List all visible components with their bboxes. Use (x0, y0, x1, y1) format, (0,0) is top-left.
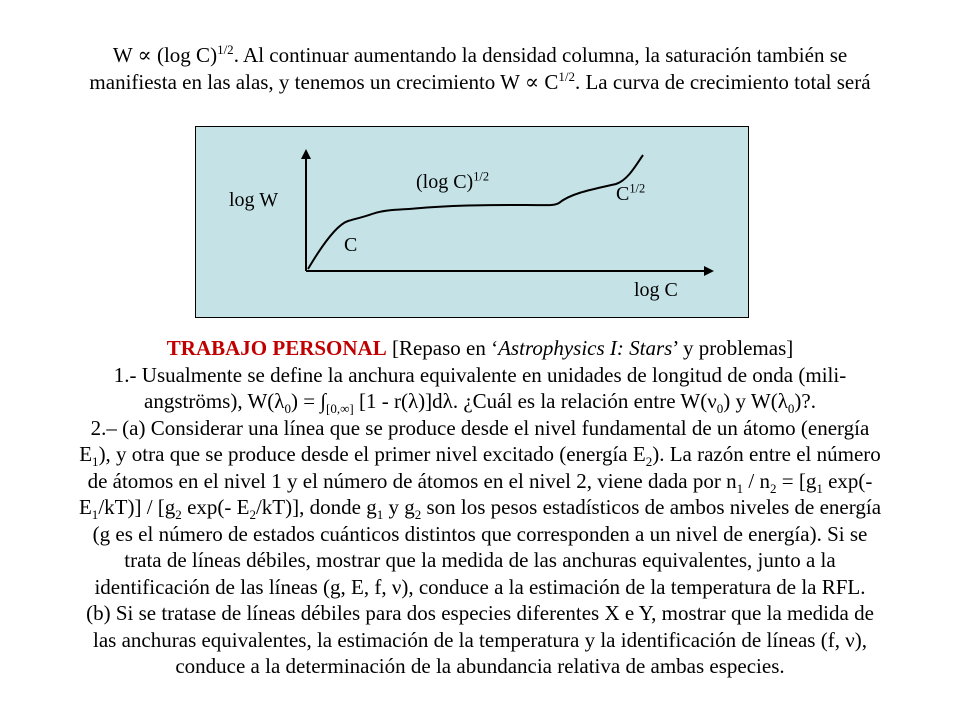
problem-2-line-3 (0, 468, 960, 495)
damping-regime-label (616, 183, 645, 206)
section-heading (0, 335, 960, 362)
problem-1-line-2 (0, 388, 960, 415)
exponent: 1/2 (629, 181, 646, 196)
subscript: 1 (736, 480, 744, 496)
exponent: 1/2 (473, 169, 490, 184)
c-symbol: C (616, 183, 630, 205)
problem-2-line-2 (0, 441, 960, 468)
problems-section (0, 335, 960, 680)
log-c-text: (log C) (156, 43, 218, 67)
subscript: 1 (376, 507, 384, 523)
c-symbol: C (544, 69, 559, 94)
text-fragment: ) y W(λ (723, 389, 788, 413)
subscript: 2 (645, 454, 653, 470)
text-fragment: exp(- E (181, 495, 250, 519)
curve-of-growth-figure (195, 126, 749, 318)
problem-2-line-8: (b) Si se tratase de líneas débiles para dos especies diferentes X e Y, mostrar que la medida de (86, 601, 874, 625)
text-fragment: son los pesos estadísticos de ambos niveles de energía (421, 495, 882, 519)
reference-open: [Repaso en ‘ (386, 336, 499, 360)
text-fragment: /kT)], donde g (255, 495, 377, 519)
y-axis-label: log W (229, 189, 279, 211)
text-fragment: angströms), W(λ (144, 389, 285, 413)
reference-book: Astrophysics I: Stars (498, 336, 673, 360)
intro-paragraph (0, 42, 960, 95)
text-fragment: ) = ∫ (290, 389, 327, 413)
logarithmic-regime-label (416, 171, 489, 194)
subscript: 0 (284, 401, 291, 417)
text-fragment: E (79, 442, 93, 466)
log-c-text: (log C) (416, 171, 474, 193)
subscript: 2 (175, 507, 182, 523)
intro-line-2-text: manifiesta en las alas, y tenemos un crecimiento W (89, 69, 520, 94)
problem-2-line-7: identificación de las líneas (g, E, f, ν), conduce a la estimación de la temperatura de la RFL. (94, 574, 866, 599)
text-fragment: / n (743, 468, 770, 493)
problem-1-line-1: 1.- Usualmente se define la anchura equivalente en unidades de longitud de onda (mili- (113, 362, 847, 387)
text-fragment: /kT)] / [g (98, 495, 176, 519)
exponent: 1/2 (558, 68, 575, 84)
text-fragment: ). La razón entre el número (652, 442, 881, 466)
intro-line-2 (0, 69, 960, 96)
subscript: 1 (92, 454, 99, 470)
problem-2-line-5: (g es el número de estados cuánticos distintos que corresponden a un nivel de energía). Si se (92, 521, 868, 546)
problem-2-line-6: trata de líneas débiles, mostrar que la medida de las anchuras equivalentes, junto a la (124, 548, 836, 572)
exponent: 1/2 (217, 42, 234, 57)
subscript: 0 (716, 401, 724, 417)
section-title: TRABAJO PERSONAL (166, 336, 387, 360)
problem-2-line-9: las anchuras equivalentes, la estimación de la temperatura y la identificación de líneas (f, ν), (93, 627, 867, 652)
text-fragment: y g (383, 495, 415, 519)
intro-line-1-text: . Al continuar aumentando la densidad columna, la saturación también se (233, 43, 848, 67)
w-symbol: W (112, 43, 133, 67)
text-fragment: E (78, 495, 92, 519)
subscript: 2 (414, 507, 422, 523)
text-fragment: de átomos en el nivel 1 y el número de átomos en el nivel 2, viene dada por n (87, 468, 737, 493)
text-fragment: ), y otra que se produce desde el primer nivel excitado (energía E (98, 442, 646, 466)
proportional-symbol: ∝ (524, 69, 540, 94)
reference-close: ’ y problemas] (672, 336, 794, 360)
intro-line-1 (0, 42, 960, 69)
problem-2-line-4 (0, 494, 960, 521)
proportional-symbol: ∝ (137, 43, 152, 67)
subscript: 1 (816, 480, 823, 496)
x-axis-label: log C (634, 279, 678, 301)
intro-line-2-rest: . La curva de crecimiento total será (574, 69, 871, 94)
text-fragment: [1 - r(λ)]dλ. ¿Cuál es la relación entre W(ν (353, 389, 717, 413)
subscript: 1 (91, 507, 99, 523)
subscript: 0 (787, 401, 795, 417)
subscript: 2 (249, 507, 256, 523)
subscript: [0,∞] (326, 401, 354, 417)
problem-2-line-1: 2.– (a) Considerar una línea que se produce desde el nivel fundamental de un átomo (energía (90, 415, 870, 440)
problem-2-line-10: conduce a la determinación de la abundancia relativa de ambas especies. (175, 654, 785, 678)
subscript: 2 (769, 480, 777, 496)
text-fragment: exp(- (822, 468, 873, 493)
text-fragment: )?. (794, 389, 816, 413)
linear-regime-label: C (344, 234, 358, 256)
text-fragment: = [g (776, 468, 817, 493)
